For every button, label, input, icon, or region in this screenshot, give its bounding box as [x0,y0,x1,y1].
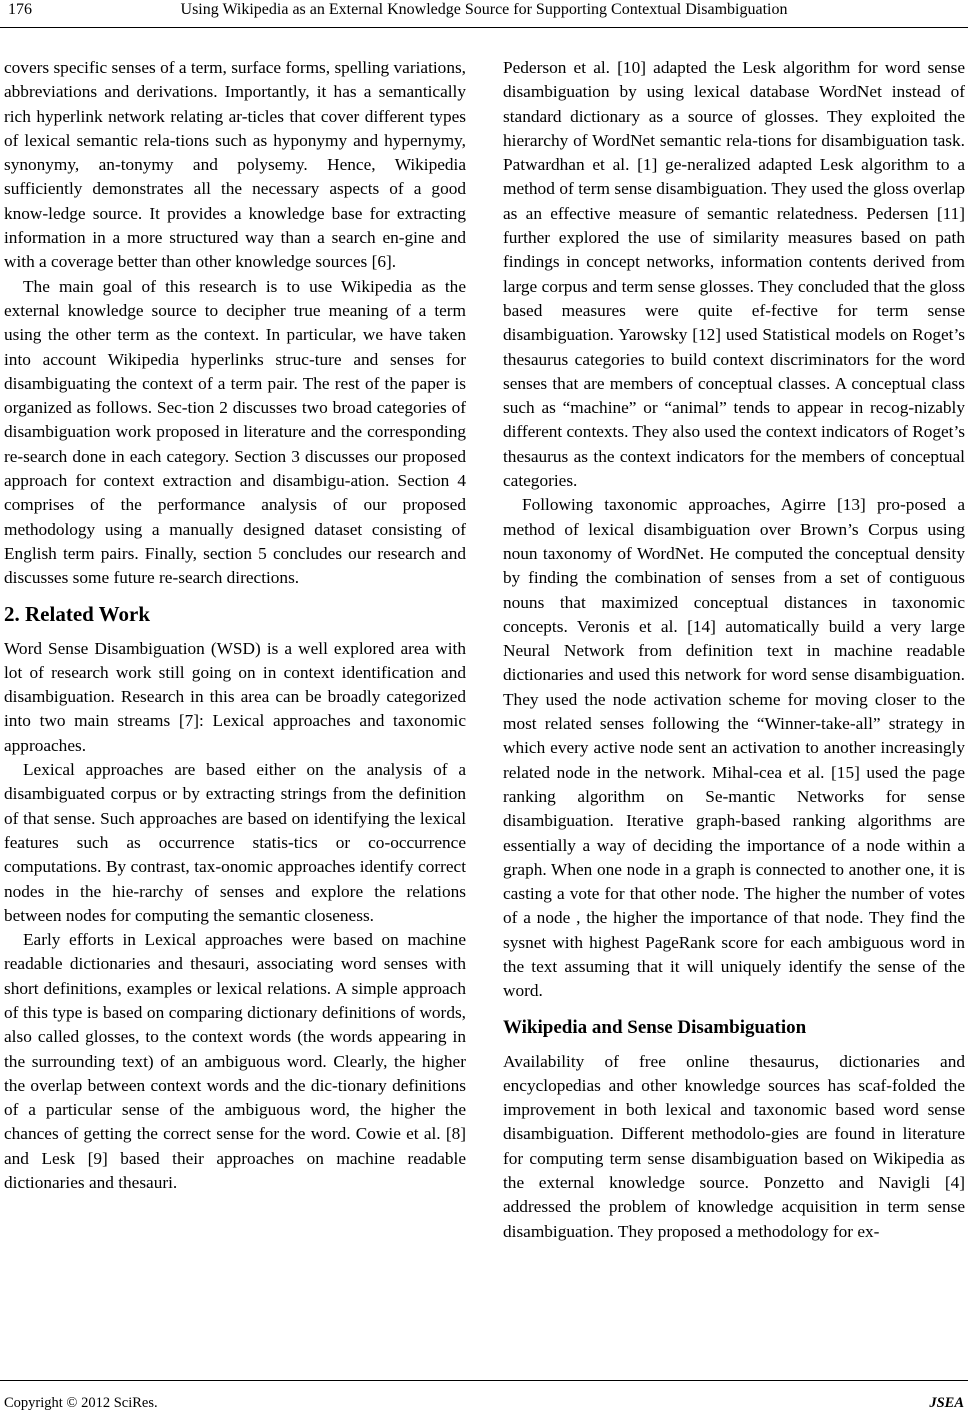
paragraph: Availability of free online thesaurus, dictionaries and encyclopedias and other knowledge sources has scaf-folded the improvement in both lexical and taxonomic based word sense disambiguation. Different methodolo-gies are found in literature for computing term sense disambiguation based on Wikipedia as the external knowledge source. Ponzetto and Navigli [4] addressed the problem of knowledge acquisition in term sense disambiguation. They proposed a methodology for ex- [503,1051,965,1241]
running-title: Using Wikipedia as an External Knowledge Source for Supporting Contextual Disambiguation [180,1,788,18]
paragraph: Lexical approaches are based either on the analysis of a disambiguated corpus or by extracting strings from the definition of that sense. Such approaches are based on identifying the lexical features such as occurrence statis-tics or co-occurrence computations. By contrast, tax-onomic approaches identify correct nodes in the hie-rarchy of senses and explore the relations between nodes for computing the semantic closeness. [4,760,466,925]
copyright-notice: Copyright © 2012 SciRes. [4,1395,158,1411]
paragraph: Word Sense Disambiguation (WSD) is a well explored area with lot of research work still going on in context identification and disambiguation. Research in this area can be broadly categorized into two main streams [7]: Lexical approaches and taxonomic approaches. [4,638,466,755]
subsection-heading: Wikipedia and Sense Disambiguation [503,1016,807,1038]
page-header [8,0,960,30]
page-number: 176 [8,1,32,18]
section-heading: 2. Related Work [4,601,151,626]
left-column [4,56,466,1195]
paragraph: Early efforts in Lexical approaches were based on machine readable dictionaries and thesauri, associating word senses with short definitions, examples or lexical relations. A simple approach of this type is based on comparing dictionary definitions of words, also called glosses, to the context words (the words appearing in the surrounding text) of an ambiguous word. Clearly, the higher the overlap between context words and the dic-tionary definitions of a particular sense of the ambiguous word, the higher the chances of getting the correct sense for the word. Cowie et al. [8] and Lesk [9] based their approaches on machine readable dictionaries and thesauri. [4,930,466,1193]
header-rule [0,27,968,28]
paragraph: Pederson et al. [10] adapted the Lesk algorithm for word sense disambiguation by using lexical database WordNet instead of standard dictionary as a source of glosses. They exploited the hierarchy of WordNet semantic rela-tions for disambiguation task. Patwardhan et al. [1] ge-neralized adapted Lesk algorithm to a method of term sense disambiguation. They used the gloss overlap as an effective measure of semantic relatedness. Pedersen [11] further explored the use of similarity measures based on path findings in concept networks, information contents derived from large corpus and term sense glosses. They concluded that the gloss based measures were quite ef-fective for term sense disambiguation. Yarowsky [12] used Statistical models on Roget’s thesaurus categories to build context discriminators for the word senses that are members of conceptual classes. A conceptual class such as “machine” or “animal” tends to appear in recog-nizably different contexts. They also used the context indicators of Roget’s thesaurus as the context indicators for the members of conceptual categories. [503,58,966,491]
right-column [503,56,965,1244]
paragraph: The main goal of this research is to use Wikipedia as the external knowledge source to decipher true meaning of a term using the other term as the context. In particular, we have taken into account Wikipedia hyperlinks struc-ture and senses for disambiguating the context of a term pair. The rest of the paper is organized as follows. Sec-tion 2 discusses two broad categories of disambiguation work proposed in literature and the corresponding re-search done in each category. Section 3 discusses our proposed approach for context extraction and disambigu-ation. Section 4 comprises of the performance analysis of our proposed methodology using a manually designed dataset consisting of English term pairs. Finally, section 5 concludes our research and discusses some future re-search directions. [4,276,466,588]
paragraph: Following taxonomic approaches, Agirre [13] pro-posed a method of lexical disambiguation over Brown’s Corpus using noun taxonomy of WordNet. He computed the conceptual density by finding the combination of senses from a set of contiguous nouns that maximized conceptual distances in taxonomic concepts. Veronis et al. [14] automatically build a very large Neural Network from definition text in machine readable dictionaries and used this network for word sense disambiguation. They used the node activation scheme for moving closer to the most related senses following the “Winner-take-all” strategy in which every active node sent an activation to another increasingly related node in the network. Mihal-cea et al. [15] used the page ranking algorithm on Se-mantic Networks for sense disambiguation. Iterative graph-based ranking algorithms are essentially a way of deciding the importance of a node within a graph. When one node in a graph is connected to another one, it is casting a vote for that other node. The higher the number of votes of a node , the higher the importance of that node. They find the sysnet with highest PageRank score for each ambiguous word in the text assuming that it will uniquely identify the sense of the word. [503,495,965,1001]
footer-rule [0,1380,968,1381]
journal-name: JSEA [929,1395,964,1411]
paragraph: covers specific senses of a term, surface forms, spelling variations, abbreviations and derivations. Importantly, it has a semantically rich hyperlink network relating ar-ticles that cover different types of lexical semantic rela-tions such as hyponymy and hypernymy, synonymy, an-tonymy and polysemy. Hence, Wikipedia sufficiently demonstrates all the necessary aspects of a good know-ledge source. It provides a knowledge base for extracting information in a more structured way than a search en-gine and with a coverage better than other knowledge sources [6]. [4,58,466,272]
